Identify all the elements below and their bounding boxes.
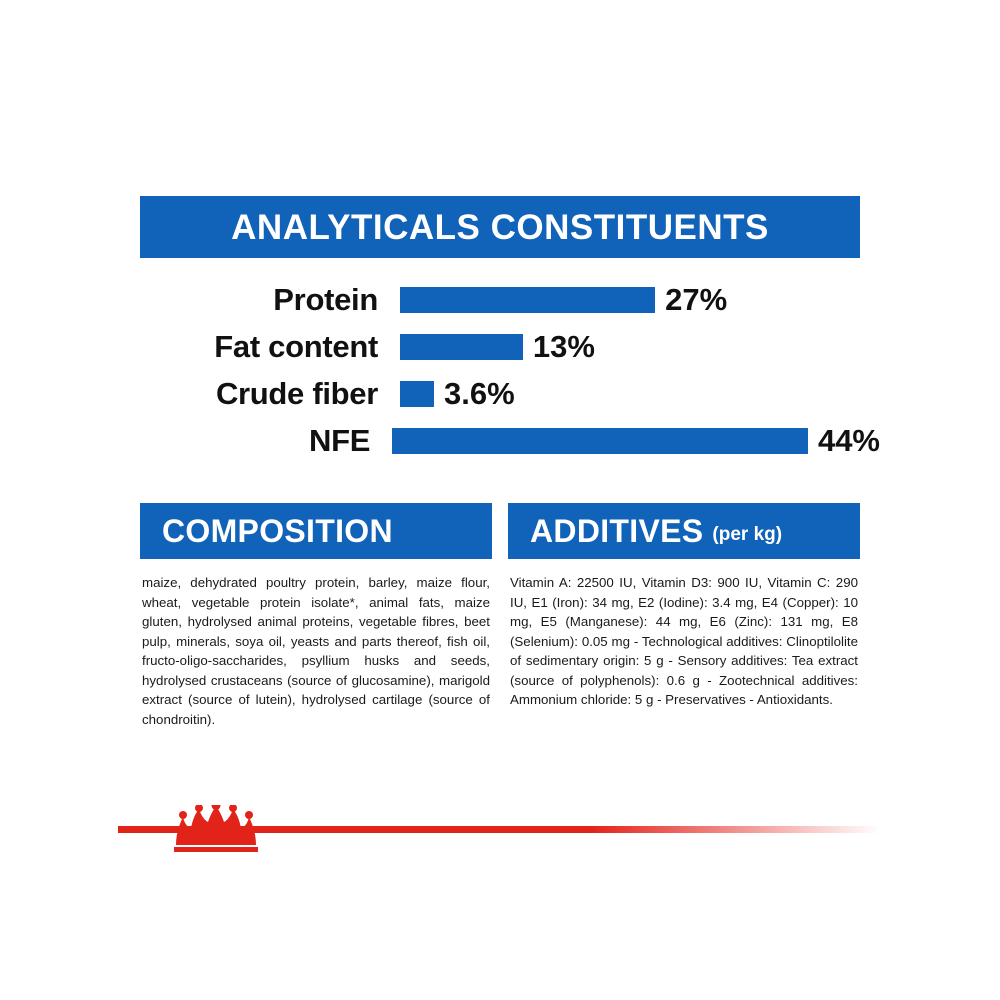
composition-panel — [140, 503, 492, 729]
bar-track — [400, 329, 880, 365]
analyticals-bars — [140, 276, 880, 464]
analyticals-title: ANALYTICALS CONSTITUENTS — [231, 207, 769, 247]
bar-track — [400, 282, 880, 318]
additives-text: Vitamin A: 22500 IU, Vitamin D3: 900 IU, Vitamin C: 290 IU, E1 (Iron): 34 mg, E2 (Iodine): 3.4 mg, E4 (Copper): 10 mg, E5 (Manganese): 44 mg, E6 (Zinc): 131 mg, E8 (Selenium): 0.05 mg - Technological additives: Clinoptilolite of sedimentary origin: 5 g - Sensory additives: Tea extract (source of polyphenols): 0.6 g - Zootechnical additives: Ammonium chloride: 5 g - Preservatives - Antioxidants. — [510, 575, 858, 707]
bar-value: 27% — [665, 281, 728, 317]
bar-label: NFE — [309, 422, 371, 458]
composition-header — [140, 503, 492, 559]
bar-value: 44% — [817, 422, 880, 458]
composition-text: maize, dehydrated poultry protein, barley, maize flour, wheat, vegetable protein isolate*, animal fats, maize gluten, hydrolysed animal proteins, vegetable fibres, beet pulp, minerals, soya oil, yeasts and parts thereof, fish oil, fructo-oligo-saccharides, psyllium husks and seeds, hydrolysed crustaceans (source of glucosamine), marigold extract (source of lutein), hydrolysed cartilage (source of chondroitin). — [142, 575, 490, 727]
composition-title: COMPOSITION — [162, 513, 393, 549]
bar-label: Protein — [273, 281, 378, 317]
bar-fill — [400, 334, 523, 360]
bar-track — [392, 423, 880, 459]
bar-fill — [400, 287, 655, 313]
bar-row — [140, 323, 880, 370]
crown-icon — [170, 805, 262, 853]
bar-fill — [400, 381, 434, 407]
bar-row — [140, 370, 880, 417]
bar-fill — [392, 428, 808, 454]
additives-subtitle: (per kg) — [712, 523, 783, 545]
analyticals-header — [140, 196, 860, 258]
bar-value: 3.6% — [444, 375, 515, 411]
bar-row — [140, 417, 880, 464]
additives-panel — [508, 503, 860, 710]
additives-title: ADDITIVES — [530, 513, 704, 549]
bar-label: Crude fiber — [215, 375, 378, 411]
bar-track — [400, 376, 880, 412]
bar-row — [140, 276, 880, 323]
bar-value: 13% — [532, 328, 595, 364]
additives-header — [508, 503, 860, 559]
bar-label: Fat content — [214, 328, 378, 364]
